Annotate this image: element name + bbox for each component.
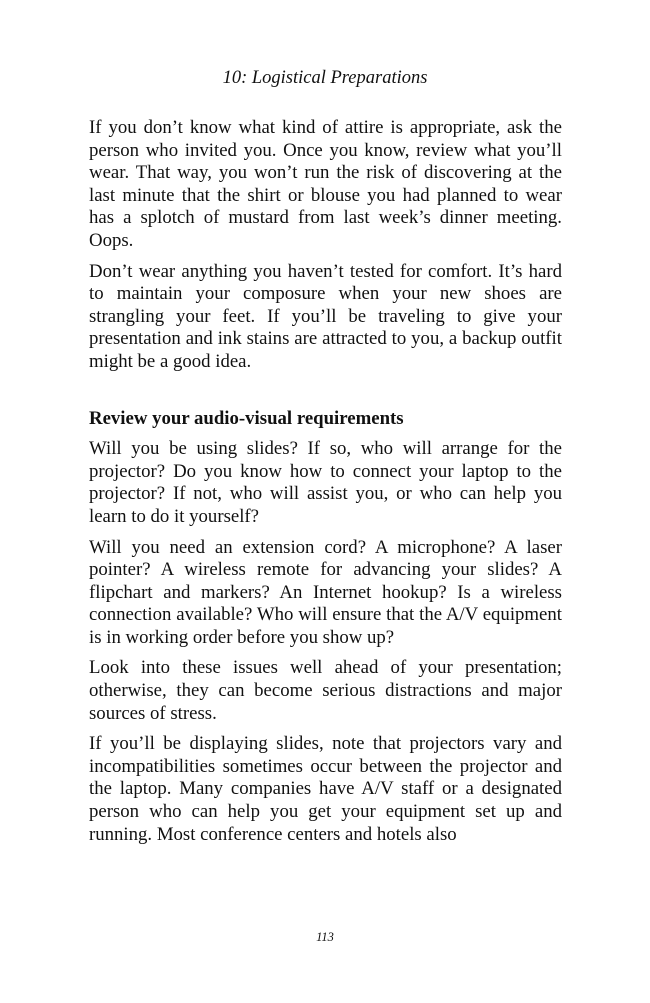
paragraph-projectors: If you’ll be displaying slides, note that projectors vary and incompatibilities sometimes occur between the projector and the laptop. Many companies have A/V staff or a designated person who can help you get your equipment set up and running. Most conference centers and hotels also: [89, 733, 562, 845]
running-head: 10: Logistical Preparations: [222, 68, 428, 88]
paragraph-issues: Look into these issues well ahead of your presentation; otherwise, they can become serious distractions and major sources of stress.: [89, 657, 562, 724]
paragraph-comfort: Don’t wear anything you haven’t tested for comfort. It’s hard to maintain your composure when your new shoes are strangling your feet. If you’ll be traveling to give your presentation and ink stains are attracted to you, a backup outfit might be a good idea.: [89, 260, 562, 372]
page-number: 113: [316, 930, 334, 944]
section-heading: Review your audio-visual requirements: [89, 407, 404, 429]
paragraph-slides: Will you be using slides? If so, who will arrange for the projector? Do you know how to connect your laptop to the projector? If not, who will assist you, or who can help you learn to do it yourself?: [89, 438, 562, 527]
paragraph-equipment: Will you need an extension cord? A microphone? A laser pointer? A wireless remote for advancing your slides? A flipchart and markers? An Internet hookup? Is a wireless connection available? Who will ensure that the A/V equipment is in working order before you show up?: [89, 536, 562, 648]
paragraph-attire: If you don’t know what kind of attire is appropriate, ask the person who invited you. Once you know, review what you’ll wear. That way, you won’t run the risk of discovering at the last minute that the shirt or blouse you had planned to wear has a splotch of mustard from last week’s dinner meeting. Oops.: [89, 117, 562, 251]
body-text: [89, 117, 562, 854]
